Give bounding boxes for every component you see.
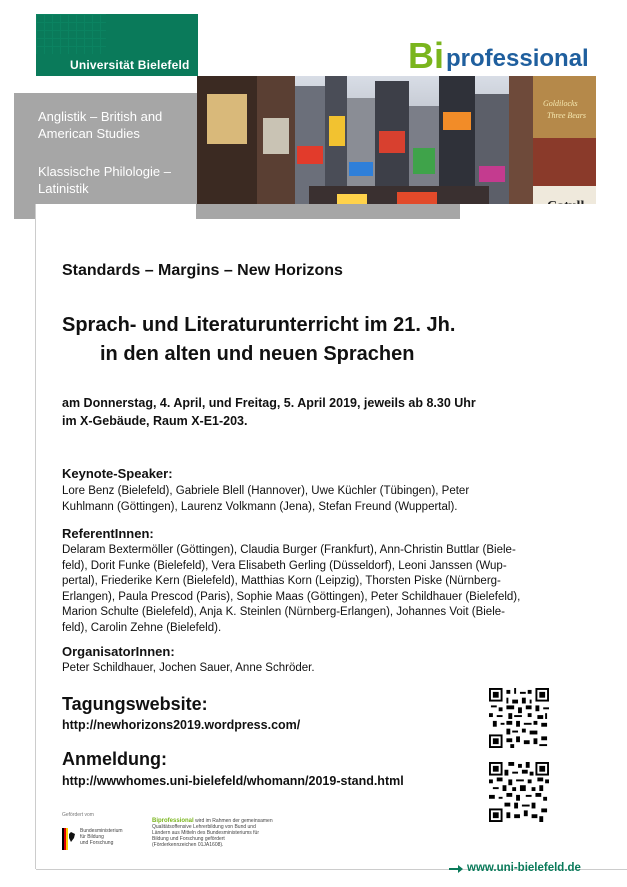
qr-code-icon xyxy=(489,762,549,822)
conference-title-line1: Sprach- und Literaturunterricht im 21. Jh. xyxy=(62,314,456,336)
department-anglistik: Anglistik – British and American Studies xyxy=(38,109,163,141)
funding-note-line: Qualitätsoffensive Lehrerbildung von Bund und xyxy=(152,824,256,830)
funding-note-line: Ländern aus Mitteln des Bundesministeriums für xyxy=(152,830,259,836)
qr-code-icon xyxy=(489,688,549,748)
header-photo-collage xyxy=(197,76,596,219)
registration-heading: Anmeldung: xyxy=(62,749,167,769)
organisatoren-heading: OrganisatorInnen: xyxy=(62,644,175,659)
referenten-line: Erlangen), Paula Prescod (Paris), Sophie Maas (Göttingen), Peter Schildhauer (Bielefeld), xyxy=(62,590,521,603)
organisatoren-text: Peter Schildhauer, Jochen Sauer, Anne Schröder. xyxy=(62,662,315,674)
referenten-line: feld), Dorit Funke (Bielefeld), Vera Elisabeth Gerling (Düsseldorf), Leoni Janssen (Wup- xyxy=(62,559,507,572)
bip-logo-b: B xyxy=(408,35,434,76)
ministry-line: und Forschung xyxy=(80,840,114,846)
times-square-photo xyxy=(197,76,596,219)
referenten-heading: ReferentInnen: xyxy=(62,526,154,541)
university-website-link[interactable]: www.uni-bielefeld.de xyxy=(467,862,581,874)
registration-link[interactable]: http://wwwhomes.uni-bielefeld/whomann/2019-stand.html xyxy=(62,774,404,788)
funding-note-logo: Biprofessional xyxy=(152,818,194,824)
website-qr-code[interactable] xyxy=(489,688,549,753)
biprofessional-logo xyxy=(408,28,589,74)
funding-note-line: (Förderkennzeichen 01JA1608). xyxy=(152,842,224,848)
ministry-line: Bundesministerium xyxy=(80,828,123,834)
svg-text:Three Bears: Three Bears xyxy=(547,111,587,120)
date-line1: am Donnerstag, 4. April, und Freitag, 5. April 2019, jeweils ab 8.30 Uhr xyxy=(62,396,476,410)
keynote-line: Lore Benz (Bielefeld), Gabriele Blell (Hannover), Uwe Küchler (Tübingen), Peter xyxy=(62,485,470,497)
date-line2: im X-Gebäude, Raum X-E1-203. xyxy=(62,414,248,428)
funded-by-label: Gefördert vom xyxy=(62,812,94,818)
department-latinistik: Klassische Philologie – Latinistik xyxy=(38,164,171,196)
registration-qr-code[interactable] xyxy=(489,762,549,827)
keynote-line: Kuhlmann (Göttingen), Laurenz Volkmann (Jena), Stefan Freund (Wuppertal). xyxy=(62,500,458,513)
website-link[interactable]: http://newhorizons2019.wordpress.com/ xyxy=(62,718,301,732)
department-box xyxy=(14,93,197,219)
ministry-block xyxy=(62,812,123,850)
keynote-heading: Keynote-Speaker: xyxy=(62,466,173,481)
svg-text:Goldilocks: Goldilocks xyxy=(543,99,578,108)
bip-logo-rest: professional xyxy=(446,45,589,72)
university-logo xyxy=(36,14,198,76)
german-eagle-icon xyxy=(62,828,76,850)
funding-note-line: wird im Rahmen der gemeinsamen xyxy=(195,818,273,824)
referenten-line: pertal), Friederike Kern (Bielefeld), Matthias Korn (Leipzig), Thorsten Piske (Nürnberg- xyxy=(62,575,501,587)
arrow-right-icon xyxy=(449,864,463,874)
referenten-line: Marion Schulte (Bielefeld), Anja K. Steinlen (Nürnberg-Erlangen), Johannes Voit (Biele- xyxy=(62,606,505,618)
funding-note-line: Bildung und Forschung gefördert xyxy=(152,836,225,842)
conference-subtitle: Standards – Margins – New Horizons xyxy=(62,262,343,279)
university-logo-text: Universität Bielefeld xyxy=(70,58,190,72)
website-heading: Tagungswebsite: xyxy=(62,694,208,714)
referenten-line: Delaram Bextermöller (Göttingen), Claudia Burger (Frankfurt), Ann-Christin Buttlar (Biele- xyxy=(62,544,516,556)
ministry-line: für Bildung xyxy=(80,834,104,840)
referenten-line: feld), Carolin Zehne (Bielefeld). xyxy=(62,621,222,634)
funding-note xyxy=(152,818,292,848)
grey-strip xyxy=(196,204,460,219)
conference-title-line2: in den alten und neuen Sprachen xyxy=(100,343,415,365)
bip-logo-i: i xyxy=(434,35,445,76)
logo-grid-pattern xyxy=(36,14,106,54)
